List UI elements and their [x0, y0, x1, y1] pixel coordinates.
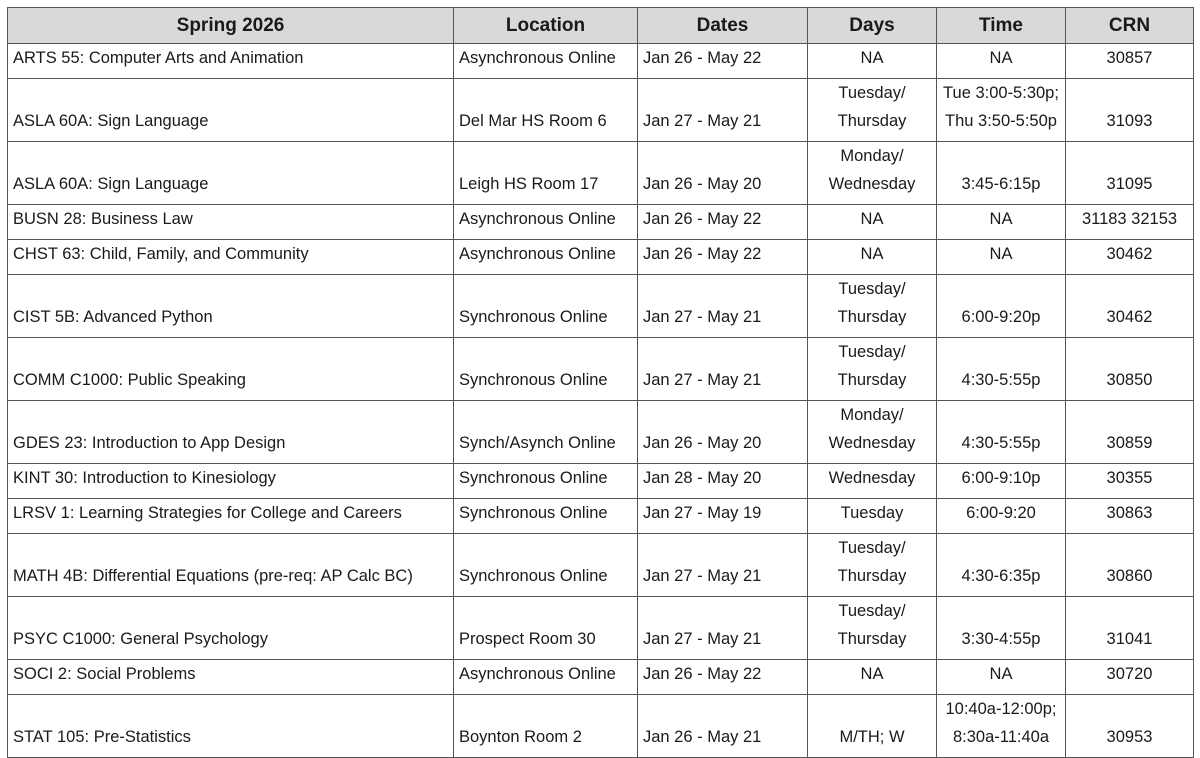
- time-line: Thu 3:50-5:50p: [945, 112, 1057, 130]
- crn-cell: 30355: [1066, 464, 1194, 499]
- header-days: Days: [808, 8, 937, 44]
- course-cell: PSYC C1000: General Psychology: [8, 597, 454, 660]
- crn-cell: 30857: [1066, 44, 1194, 79]
- crn-cell: 30462: [1066, 240, 1194, 275]
- location-cell: Prospect Room 30: [454, 597, 638, 660]
- days-line: Wednesday: [828, 175, 916, 193]
- dates-cell: Jan 26 - May 21: [638, 695, 808, 758]
- days-cell: [808, 205, 937, 240]
- header-dates: Dates: [638, 8, 808, 44]
- table-row: [8, 597, 1194, 660]
- time-cell: [937, 401, 1066, 464]
- course-cell: MATH 4B: Differential Equations (pre-req: AP Calc BC): [8, 534, 454, 597]
- days-cell: [808, 499, 937, 534]
- dates-cell: Jan 27 - May 21: [638, 79, 808, 142]
- course-cell: COMM C1000: Public Speaking: [8, 338, 454, 401]
- days-line: Tuesday/: [838, 602, 906, 620]
- days-line: Thursday: [837, 567, 907, 585]
- location-cell: Asynchronous Online: [454, 240, 638, 275]
- days-line: M/TH; W: [839, 728, 905, 746]
- time-line: NA: [989, 245, 1013, 263]
- days-line: Tuesday/: [838, 84, 906, 102]
- time-cell: [937, 240, 1066, 275]
- time-line: 10:40a-12:00p;: [945, 700, 1057, 718]
- table-row: [8, 275, 1194, 338]
- time-cell: [937, 205, 1066, 240]
- table-row: [8, 534, 1194, 597]
- location-cell: Boynton Room 2: [454, 695, 638, 758]
- time-cell: [937, 338, 1066, 401]
- time-line: NA: [989, 49, 1013, 67]
- days-line: Thursday: [837, 112, 907, 130]
- time-cell: [937, 142, 1066, 205]
- time-cell: [937, 464, 1066, 499]
- time-line: 6:00-9:20p: [961, 308, 1041, 326]
- crn-cell: 31183 32153: [1066, 205, 1194, 240]
- table-row: [8, 44, 1194, 79]
- crn-cell: 30462: [1066, 275, 1194, 338]
- table-row: [8, 695, 1194, 758]
- dates-cell: Jan 27 - May 21: [638, 275, 808, 338]
- course-schedule-table: [7, 7, 1194, 758]
- course-cell: ASLA 60A: Sign Language: [8, 142, 454, 205]
- days-line: Tuesday: [840, 504, 904, 522]
- table-row: [8, 401, 1194, 464]
- days-cell: [808, 44, 937, 79]
- time-line: NA: [989, 665, 1013, 683]
- days-line: NA: [860, 49, 884, 67]
- course-cell: CHST 63: Child, Family, and Community: [8, 240, 454, 275]
- crn-cell: 31095: [1066, 142, 1194, 205]
- days-cell: [808, 338, 937, 401]
- dates-cell: Jan 27 - May 21: [638, 338, 808, 401]
- days-line: Monday/: [840, 147, 904, 165]
- time-line: 6:00-9:10p: [961, 469, 1041, 487]
- time-line: 3:30-4:55p: [961, 630, 1041, 648]
- location-cell: Synchronous Online: [454, 275, 638, 338]
- location-cell: Synchronous Online: [454, 499, 638, 534]
- table-row: [8, 205, 1194, 240]
- time-cell: [937, 660, 1066, 695]
- days-cell: [808, 142, 937, 205]
- time-line: 6:00-9:20: [966, 504, 1036, 522]
- location-cell: Leigh HS Room 17: [454, 142, 638, 205]
- course-cell: ASLA 60A: Sign Language: [8, 79, 454, 142]
- days-line: Tuesday/: [838, 280, 906, 298]
- days-line: Wednesday: [828, 469, 916, 487]
- table-row: [8, 660, 1194, 695]
- crn-cell: 30859: [1066, 401, 1194, 464]
- dates-cell: Jan 26 - May 22: [638, 660, 808, 695]
- course-cell: STAT 105: Pre-Statistics: [8, 695, 454, 758]
- time-cell: [937, 44, 1066, 79]
- crn-cell: 30863: [1066, 499, 1194, 534]
- days-cell: [808, 240, 937, 275]
- course-cell: SOCI 2: Social Problems: [8, 660, 454, 695]
- dates-cell: Jan 28 - May 20: [638, 464, 808, 499]
- time-line: 4:30-5:55p: [961, 371, 1041, 389]
- table-row: [8, 79, 1194, 142]
- course-cell: CIST 5B: Advanced Python: [8, 275, 454, 338]
- days-cell: [808, 275, 937, 338]
- time-cell: [937, 695, 1066, 758]
- header-location: Location: [454, 8, 638, 44]
- table-row: [8, 499, 1194, 534]
- crn-cell: 30720: [1066, 660, 1194, 695]
- dates-cell: Jan 26 - May 20: [638, 142, 808, 205]
- location-cell: Synch/Asynch Online: [454, 401, 638, 464]
- crn-cell: 30850: [1066, 338, 1194, 401]
- table-row: [8, 240, 1194, 275]
- time-cell: [937, 275, 1066, 338]
- days-line: NA: [860, 245, 884, 263]
- dates-cell: Jan 27 - May 21: [638, 534, 808, 597]
- time-line: Tue 3:00-5:30p;: [943, 84, 1059, 102]
- days-line: NA: [860, 210, 884, 228]
- dates-cell: Jan 26 - May 22: [638, 44, 808, 79]
- days-cell: [808, 597, 937, 660]
- course-cell: ARTS 55: Computer Arts and Animation: [8, 44, 454, 79]
- table-row: [8, 338, 1194, 401]
- location-cell: Del Mar HS Room 6: [454, 79, 638, 142]
- header-term: Spring 2026: [8, 8, 454, 44]
- days-line: Thursday: [837, 630, 907, 648]
- time-line: 4:30-6:35p: [961, 567, 1041, 585]
- location-cell: Asynchronous Online: [454, 205, 638, 240]
- crn-cell: 30953: [1066, 695, 1194, 758]
- dates-cell: Jan 26 - May 20: [638, 401, 808, 464]
- header-row: [8, 8, 1194, 44]
- days-cell: [808, 401, 937, 464]
- header-crn: CRN: [1066, 8, 1194, 44]
- days-cell: [808, 464, 937, 499]
- course-cell: KINT 30: Introduction to Kinesiology: [8, 464, 454, 499]
- days-line: Tuesday/: [838, 343, 906, 361]
- dates-cell: Jan 26 - May 22: [638, 205, 808, 240]
- location-cell: Synchronous Online: [454, 338, 638, 401]
- location-cell: Synchronous Online: [454, 534, 638, 597]
- days-line: Thursday: [837, 371, 907, 389]
- days-cell: [808, 695, 937, 758]
- location-cell: Asynchronous Online: [454, 44, 638, 79]
- time-line: 8:30a-11:40a: [952, 728, 1050, 746]
- table-row: [8, 464, 1194, 499]
- crn-cell: 30860: [1066, 534, 1194, 597]
- days-line: Thursday: [837, 308, 907, 326]
- header-time: Time: [937, 8, 1066, 44]
- time-cell: [937, 499, 1066, 534]
- days-cell: [808, 660, 937, 695]
- crn-cell: 31041: [1066, 597, 1194, 660]
- table-row: [8, 142, 1194, 205]
- time-cell: [937, 597, 1066, 660]
- course-cell: BUSN 28: Business Law: [8, 205, 454, 240]
- time-line: 4:30-5:55p: [961, 434, 1041, 452]
- time-cell: [937, 79, 1066, 142]
- days-line: Monday/: [840, 406, 904, 424]
- course-cell: GDES 23: Introduction to App Design: [8, 401, 454, 464]
- days-line: Tuesday/: [838, 539, 906, 557]
- location-cell: Synchronous Online: [454, 464, 638, 499]
- time-cell: [937, 534, 1066, 597]
- location-cell: Asynchronous Online: [454, 660, 638, 695]
- course-cell: LRSV 1: Learning Strategies for College and Careers: [8, 499, 454, 534]
- dates-cell: Jan 26 - May 22: [638, 240, 808, 275]
- days-line: Wednesday: [828, 434, 916, 452]
- days-cell: [808, 79, 937, 142]
- days-line: NA: [860, 665, 884, 683]
- crn-cell: 31093: [1066, 79, 1194, 142]
- days-cell: [808, 534, 937, 597]
- time-line: 3:45-6:15p: [961, 175, 1041, 193]
- dates-cell: Jan 27 - May 21: [638, 597, 808, 660]
- time-line: NA: [989, 210, 1013, 228]
- dates-cell: Jan 27 - May 19: [638, 499, 808, 534]
